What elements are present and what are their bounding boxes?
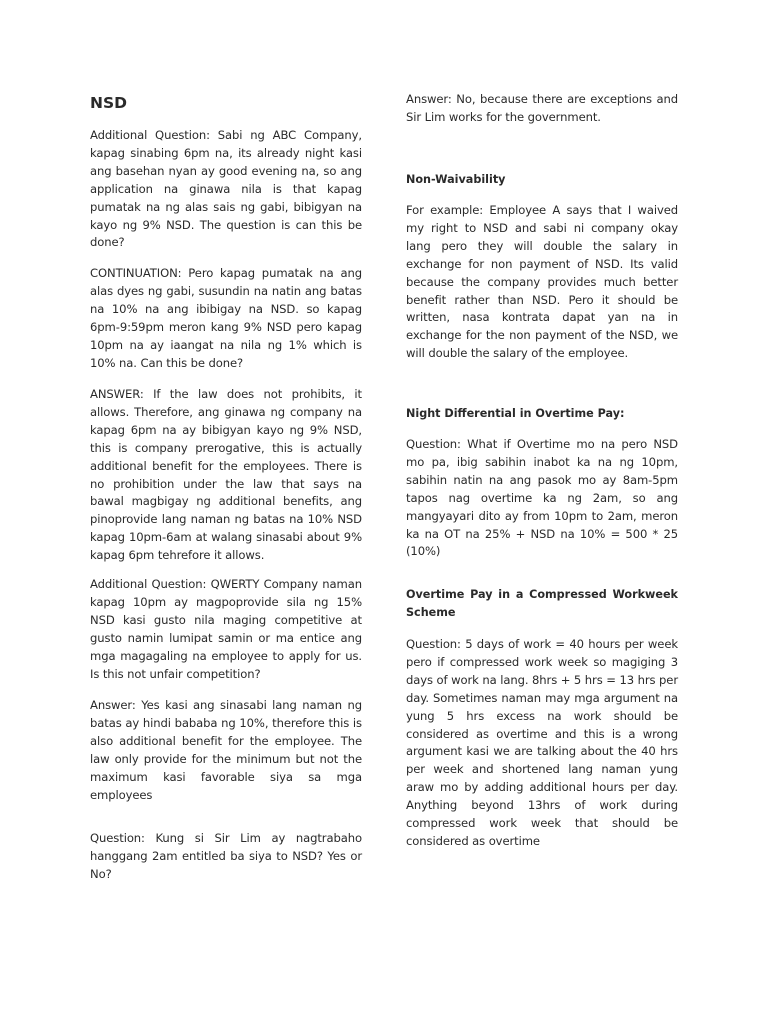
paragraph-continuation: CONTINUATION: Pero kapag pumatak na ang alas dyes ng gabi, susundin na natin ang batas na 10% na ang ibibigay na NSD. so kapag 6pm-9:59pm meron kang 9% NSD pero kapag 10pm na ay iaangat na nila ng 1% which is 10% na. Can this be done? (90, 266, 362, 370)
paragraph-non-waivability: For example: Employee A says that I waived my right to NSD and sabi ni company okay lang pero they will double the salary in exchange for non payment of NSD. Its valid because the company provides much better benefit rather than NSD. Pero it should be written, nasa kontrata dapat yan na in exchange for the non payment of the NSD, we will double the salary of the employee. (406, 203, 678, 361)
paragraph-abc-question: Additional Question: Sabi ng ABC Company, kapag sinabing 6pm na, its already night kasi ang basehan nyan ay good evening na, so ang application na ginawa nila is that kapag pumatak na ng alas sais ng gabi, bibigyan na kayo ng 9% NSD. The question is can this be done? (90, 128, 362, 250)
paragraph-sir-lim-answer: Answer: No, because there are exceptions and Sir Lim works for the government. (406, 92, 678, 124)
heading-compressed-workweek: Overtime Pay in a Compressed Workweek Scheme (406, 588, 678, 619)
paragraph-qwerty-question: Additional Question: QWERTY Company naman kapag 10pm ay magpoprovide sila ng 15% NSD kasi gusto nila maging competitive at gusto namin lumipat samin or ma entice ang mga magagaling na employee to apply for us. Is this not unfair competition? (90, 577, 362, 681)
document-title: NSD (90, 94, 128, 112)
paragraph-compressed-workweek: Question: 5 days of work = 40 hours per week pero if compressed work week so magiging 3 days of work na lang. 8hrs + 5 hrs = 13 hrs per day. Sometimes naman may mga argument na yung 5 hrs excess na work should be considered as overtime and this is a wrong argument kasi we are talking about the 40 hrs per week and shortened lang naman yung araw mo by adding additional hours per day. Anything beyond 13hrs of work during compressed work week that should be considered as overtime (406, 637, 678, 848)
paragraph-night-differential-overtime: Question: What if Overtime mo na pero NSD mo pa, ibig sabihin inabot ka na ng 10pm, sabihin natin na ang pasok mo ay 8am-5pm tapos nag overtime ka ng 2am, so ang mangyayari dito ay from 10pm to 2am, meron ka na OT na 25% + NSD na 10% = 500 * 25 (10%) (406, 437, 678, 559)
paragraph-sir-lim-question: Question: Kung si Sir Lim ay nagtrabaho hanggang 2am entitled ba siya to NSD? Yes or No? (90, 831, 362, 881)
paragraph-qwerty-answer: Answer: Yes kasi ang sinasabi lang naman ng batas ay hindi bababa ng 10%, therefore this is also additional benefit for the employee. The law only provide for the minimum but not the maximum kasi favorable siya sa mga employees (90, 698, 362, 802)
heading-night-differential-overtime: Night Differential in Overtime Pay: (406, 407, 625, 420)
heading-non-waivability: Non-Waivability (406, 173, 506, 186)
paragraph-answer: ANSWER: If the law does not prohibits, it allows. Therefore, ang ginawa ng company na kapag 6pm na ay bibigyan kayo ng 9% NSD, this is company prerogative, this is actually additional benefit for the employees. There is no prohibition under the law that says na bawal magbigay ng additional benefits, ang pinoprovide lang naman ng batas na 10% NSD kapag 10pm-6am at walang sinasabi about 9% kapag 6pm tehrefore it allows. (90, 387, 362, 563)
